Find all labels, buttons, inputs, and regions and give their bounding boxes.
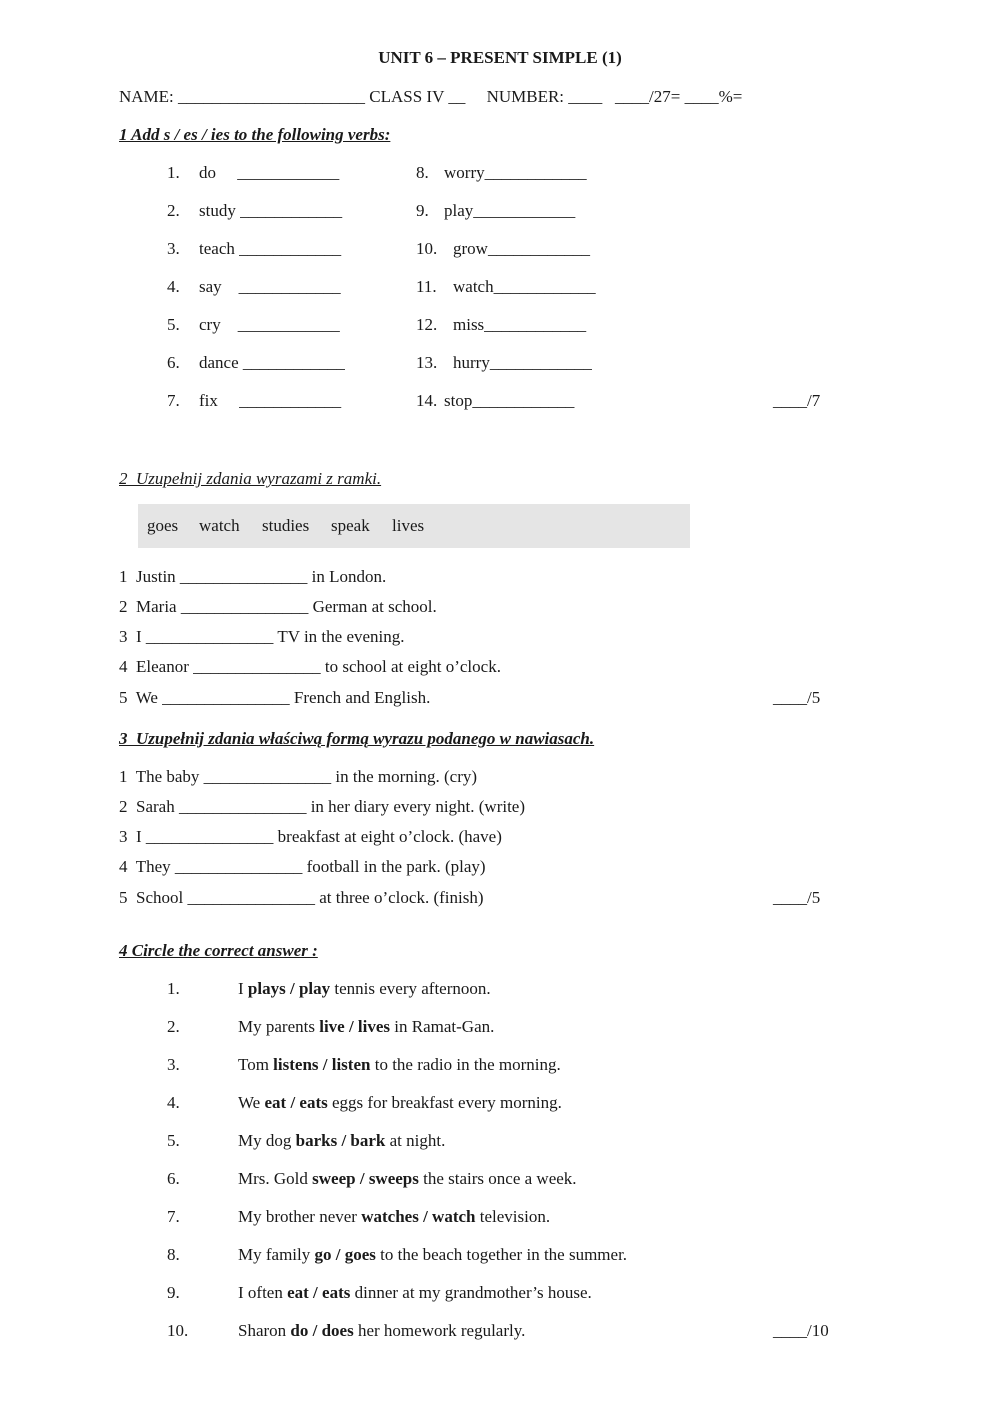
s2-sentence: 5 We _______________ French and English.: [119, 688, 431, 707]
s4-sentence: Sharon do / does her homework regularly.: [238, 1321, 526, 1340]
s1-item-word: dance ____________: [199, 353, 345, 372]
s1-item-num: 10.: [416, 239, 438, 258]
section1-score: ____/7: [773, 391, 821, 410]
s4-choice[interactable]: go / goes: [314, 1245, 376, 1264]
s4-choice[interactable]: sweep / sweeps: [312, 1169, 419, 1188]
s1-item-word: cry ____________: [199, 315, 340, 334]
s1-item-num: 4.: [167, 277, 180, 296]
s1-item-num: 13.: [416, 353, 438, 372]
word-box-item: watch: [199, 516, 240, 535]
s1-item-num: 1.: [167, 163, 180, 182]
s4-sentence: My brother never watches / watch television.: [238, 1207, 551, 1226]
s2-sentence: 2 Maria _______________ German at school.: [119, 597, 437, 616]
section4-score: ____/10: [773, 1321, 829, 1340]
s4-choice[interactable]: plays / play: [247, 979, 331, 998]
word-box: [138, 504, 690, 548]
s1-item-num: 2.: [167, 201, 180, 220]
s4-item-num: 2.: [167, 1017, 180, 1036]
s4-item-num: 6.: [167, 1169, 180, 1188]
s2-sentence: 4 Eleanor _______________ to school at eight o’clock.: [119, 657, 501, 676]
s4-sentence: We eat / eats eggs for breakfast every morning.: [238, 1093, 562, 1112]
s1-item-num: 3.: [167, 239, 180, 258]
section3-score: ____/5: [773, 888, 821, 907]
s1-item-num: 11.: [416, 277, 437, 296]
s1-item-word: stop____________: [444, 391, 575, 410]
s1-item-word: watch____________: [453, 277, 596, 296]
s1-item-num: 14.: [416, 391, 438, 410]
s4-choice[interactable]: do / does: [290, 1321, 354, 1340]
s3-sentence: 2 Sarah _______________ in her diary every night. (write): [119, 797, 526, 816]
s4-sentence: My dog barks / bark at night.: [238, 1131, 446, 1150]
s1-item-word: say ____________: [199, 277, 341, 296]
word-box-item: studies: [262, 516, 310, 535]
s4-choice[interactable]: live / lives: [319, 1017, 391, 1036]
s1-item-num: 12.: [416, 315, 438, 334]
s1-item-num: 8.: [416, 163, 429, 182]
s1-item-word: grow____________: [453, 239, 590, 258]
s1-item-word: fix ____________: [199, 391, 342, 410]
s1-item-word: miss____________: [453, 315, 587, 334]
s4-item-num: 8.: [167, 1245, 180, 1264]
s1-item-word: teach ____________: [199, 239, 342, 258]
s4-item-num: 4.: [167, 1093, 180, 1112]
s3-sentence: 1 The baby _______________ in the morning. (cry): [119, 767, 478, 786]
student-info-line: NAME: ______________________ CLASS IV __ NUMBER: ____ ____/27= ____%=: [119, 87, 743, 106]
s3-sentence: 5 School _______________ at three o’clock. (finish): [119, 888, 484, 907]
word-box-item: lives: [392, 516, 425, 535]
s4-sentence: I often eat / eats dinner at my grandmother’s house.: [238, 1283, 592, 1302]
s4-sentence: Mrs. Gold sweep / sweeps the stairs once a week.: [238, 1169, 577, 1188]
s4-sentence: Tom listens / listen to the radio in the morning.: [238, 1055, 561, 1074]
section4-heading: 4 Circle the correct answer :: [119, 941, 318, 960]
s4-item-num: 1.: [167, 979, 180, 998]
s4-sentence: I plays / play tennis every afternoon.: [238, 979, 491, 998]
s1-item-word: hurry____________: [453, 353, 592, 372]
section3-heading: 3 Uzupełnij zdania właściwą formą wyrazu podanego w nawiasach.: [119, 729, 595, 748]
s4-item-num: 9.: [167, 1283, 180, 1302]
s1-item-word: play____________: [444, 201, 576, 220]
s4-item-num: 3.: [167, 1055, 180, 1074]
s3-sentence: 3 I _______________ breakfast at eight o’clock. (have): [119, 827, 502, 846]
word-box-item: goes: [147, 516, 179, 535]
s4-choice[interactable]: eat / eats: [287, 1283, 351, 1302]
section1-heading: 1 Add s / es / ies to the following verbs:: [119, 125, 391, 144]
s1-item-word: study ____________: [199, 201, 343, 220]
section2-score: ____/5: [773, 688, 821, 707]
s4-choice[interactable]: watches / watch: [361, 1207, 476, 1226]
s1-item-word: worry____________: [444, 163, 587, 182]
s4-choice[interactable]: listens / listen: [273, 1055, 371, 1074]
s1-item-num: 5.: [167, 315, 180, 334]
s4-choice[interactable]: eat / eats: [264, 1093, 328, 1112]
page-title: UNIT 6 – PRESENT SIMPLE (1): [378, 48, 622, 67]
s2-sentence: 1 Justin _______________ in London.: [119, 567, 387, 586]
s4-sentence: My family go / goes to the beach together in the summer.: [238, 1245, 628, 1264]
s4-choice[interactable]: barks / bark: [295, 1131, 386, 1150]
s3-sentence: 4 They _______________ football in the park. (play): [119, 857, 486, 876]
s1-item-num: 6.: [167, 353, 180, 372]
s1-item-word: do ____________: [199, 163, 340, 182]
s4-item-num: 5.: [167, 1131, 180, 1150]
s2-sentence: 3 I _______________ TV in the evening.: [119, 627, 405, 646]
word-box-item: speak: [331, 516, 370, 535]
s1-item-num: 7.: [167, 391, 180, 410]
s4-sentence: My parents live / lives in Ramat-Gan.: [238, 1017, 495, 1036]
s4-item-num: 10.: [167, 1321, 189, 1340]
s4-item-num: 7.: [167, 1207, 180, 1226]
s1-item-num: 9.: [416, 201, 429, 220]
section2-heading: 2 Uzupełnij zdania wyrazami z ramki.: [119, 469, 382, 488]
